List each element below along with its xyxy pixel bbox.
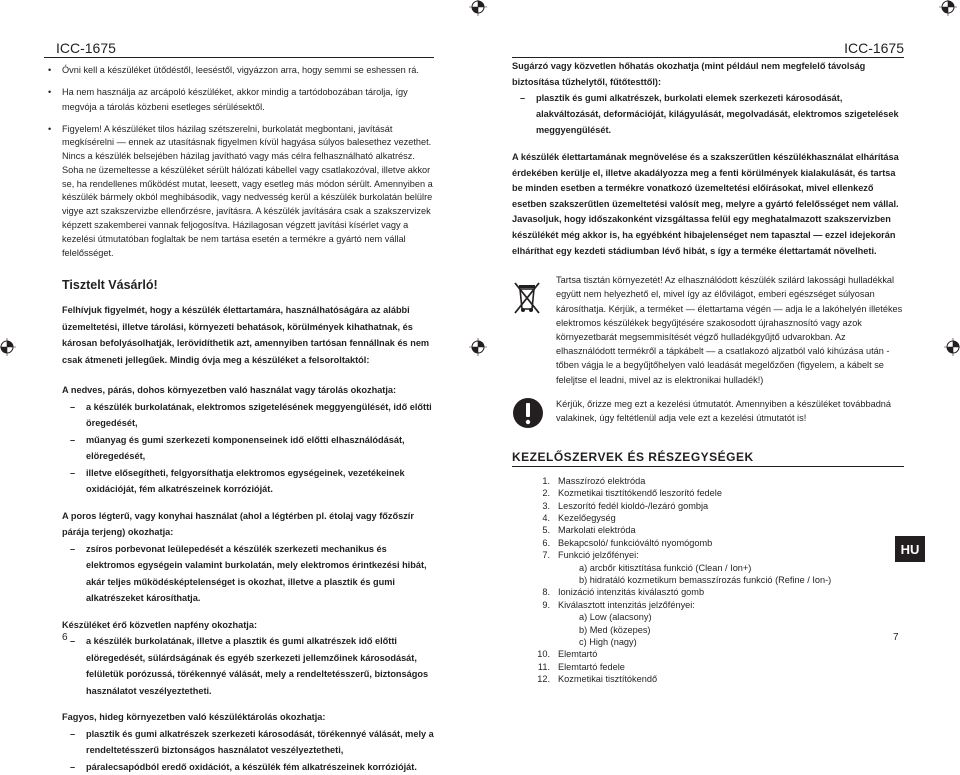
section-item: – páralecsapódból eredő oxidációt, a készülék fém alkatrészeinek korrózióját. (62, 759, 434, 775)
parts-list-item (524, 475, 904, 487)
registration-mark-icon (939, 0, 957, 16)
parts-list-item (524, 648, 904, 660)
parts-list-item (524, 562, 904, 574)
parts-item-label: a) Low (alacsony) (579, 612, 652, 623)
parts-item-number: 5. (542, 525, 550, 536)
right-page (512, 40, 904, 686)
parts-list-item (524, 487, 904, 499)
section-item: – illetve elősegítheti, felgyorsíthatja elektromos egységeinek, vezetékeinek oxidációját, fém alkatrészeinek korrózióját. (62, 465, 434, 498)
parts-item-number: 11. (537, 661, 550, 672)
lifetime-paragraph: A készülék élettartamának megnövelése és a szakszerűtlen készülékhasználat elhárítása érdekében kerülje el, illetve akadályozza meg a fenti körülmények kialakulását, és tartsa be minden esetben a termékre vonatkozó üzemeltetési előírásokat, mivel ellenkező esetben szakszerűtlen üzemeltetési valósít meg, melyre a gyártó felelősséget nem vállal. Javasoljuk, hogy időszakonként vizsgáltassa felül egy meghatalmazott szakszervizben készülékét még akkor is, ha egyébként hibajelenséget nem tapasztal — ezzel idejekorán elháríthat egy kezdeti stádiumban lévő hibát, s így a terméke élettartamát növelheti. (512, 152, 899, 256)
section-lead: Fagyos, hideg környezetben való készüléktárolás okozhatja: (62, 712, 326, 723)
section-item: – plasztik és gumi alkatrészek szerkezeti károsodását, törékennyé válását, mely a rendeltetésszerű biztonságos használatot veszélyeztetheti, (62, 726, 434, 759)
registration-mark-icon (469, 0, 487, 16)
parts-item-label: Bekapcsoló/ funkcióváltó nyomógomb (558, 537, 713, 548)
section-item: – a készülék burkolatának, elektromos szigetelésének meggyengülését, idő előtti öregedését, (62, 399, 434, 432)
note-block (512, 397, 904, 434)
heat-section (512, 58, 904, 138)
parts-item-label: Kiválasztott intenzitás jelzőfényei: (558, 599, 695, 610)
parts-item-label: b) Med (közepes) (579, 624, 651, 635)
section-item: – plasztik és gumi alkatrészek, burkolati elemek szerkezeti károsodását, alakváltozását, deformációját, kilágyulását, megolvadását, elektromos szigetelések meggyengülését. (512, 90, 904, 138)
parts-list-item (524, 661, 904, 673)
parts-item-label: Ionizáció intenzitás kiválasztó gomb (558, 587, 705, 598)
parts-item-label: Markolati elektróda (558, 525, 636, 536)
parts-item-label: c) High (nagy) (579, 637, 637, 648)
parts-list (524, 475, 904, 686)
parts-item-label: Elemtartó (558, 649, 598, 660)
intro-paragraph: Felhívjuk figyelmét, hogy a készülék élettartamára, használhatóságára az alábbi üzemeltetési, illetve tárolási, környezeti behatások, körülmények kihathatnak, és károsan befolyásolhatják, lerövidíthetik azt, amennyiben tartósan fennállnak és nem csak átmeneti jellegűek. Mindig óvja meg a készüléket a felsoroltaktól: (62, 305, 430, 365)
parts-list-item (524, 500, 904, 512)
parts-list-item (524, 599, 904, 611)
parts-list-item (524, 624, 904, 636)
model-number: ICC-1675 (844, 40, 904, 56)
parts-heading: KEZELŐSZERVEK ÉS RÉSZEGYSÉGEK (512, 450, 904, 467)
weee-text: Tartsa tisztán környezetét! Az elhasználódott készülék szilárd lakossági hulladékkal együtt nem helyezhető el, mivel így az élővilágot, emberi egészséget súlyosan károsíthatja. Kérjük, a terméket — élettartama végén — adja le a lakóhelyén illetékes elektromos készülékek begyűjtésére szakosodott újrahasznosító vagy azok környezetbarát megsemmisítését végző hulladékgyűjtő udvarokban. Az elhasználódott termékről a tápkábelt — a csatlakozó aljzatból való kihúzása után - tőben vágja le a begyűjtőhelyen való leadását megelőzően (figyelem, a kábelt se feleljtse el leadni, mivel az is elektronikai hulladék!) (556, 275, 903, 385)
safety-bullet: • Óvni kell a készüléket ütődéstől, leeséstől, vigyázzon arra, hogy semmi se eshessen rá. (48, 63, 434, 79)
parts-item-label: Kozmetikai tisztítókendő (558, 674, 658, 685)
parts-item-number: 8. (542, 587, 550, 598)
safety-bullet: • Ha nem használja az arcápoló készüléket, akkor mindig a tartódobozában tárolja, így megvója a tárolás közbeni esetleges sérülésektől. (48, 85, 434, 116)
parts-item-number: 6. (542, 537, 550, 548)
parts-item-number: 2. (542, 488, 550, 499)
parts-item-label: Kezelőegység (558, 513, 616, 523)
parts-list-item (524, 574, 904, 586)
greeting-heading: Tisztelt Vásárló! (62, 278, 158, 293)
parts-item-number: 10. (537, 649, 550, 660)
parts-list-item (524, 549, 904, 561)
parts-item-number: 7. (542, 550, 550, 561)
section-lead: Sugárzó vagy közvetlen hőhatás okozhatja (mint például nem megfelelő távolság biztosítása tűzhelytől, fűtőtesttől): (512, 61, 866, 87)
page-number: 7 (893, 632, 899, 643)
section-item: – a készülék burkolatának, illetve a plasztik és gumi alkatrészek idő előtti elöregedését, sülárdságának és egyéb szerkezeti jellemzőinek károsodását, felületük porózussá, törékennyé válását, mely a rendeltetésszerű, biztonságos használatot veszélyeztetheti. (62, 633, 434, 699)
parts-item-label: Masszírozó elektróda (558, 475, 646, 486)
parts-item-label: a) arcbőr kitisztítása funkció (Clean / Ion+) (579, 562, 752, 573)
parts-list-item (524, 537, 904, 549)
parts-list-item (524, 524, 904, 536)
crossed-bin-icon (512, 273, 556, 387)
parts-item-label: Funkció jelzőfényei: (558, 550, 639, 561)
left-page (44, 40, 434, 775)
registration-mark-icon (944, 338, 960, 356)
exclamation-icon (512, 397, 556, 434)
parts-list-item (524, 512, 904, 524)
left-page-header (44, 40, 434, 58)
parts-item-number: 9. (542, 599, 550, 610)
section-lead: Készüléket érő közvetlen napfény okozhatja: (62, 619, 258, 630)
parts-item-label: Kozmetikai tisztítókendő leszorító fedele (558, 488, 722, 499)
registration-mark-icon (469, 338, 487, 356)
parts-item-label: Elemtartó fedele (558, 661, 625, 672)
parts-item-label: Leszorító fedél kioldó-/lezáró gombja (558, 500, 709, 511)
parts-item-label: b) hidratáló kozmetikum bemasszírozás funkció (Refine / Ion-) (579, 575, 832, 586)
parts-item-number: 12. (537, 674, 550, 685)
weee-block (512, 273, 904, 387)
section-lead: A poros légterű, vagy konyhai használat (ahol a légtérben pl. étolaj vagy főzőszír párája terjeng) okozhatja: (62, 510, 414, 538)
safety-bullet-list (44, 63, 434, 260)
environment-section (62, 382, 434, 775)
right-page-header (512, 40, 904, 58)
parts-list-item (524, 611, 904, 623)
parts-item-number: 4. (542, 513, 550, 523)
language-tab: HU (895, 536, 925, 562)
registration-mark-icon (0, 338, 16, 356)
parts-list-item (524, 586, 904, 598)
parts-list-item (524, 636, 904, 648)
section-item: – műanyag és gumi szerkezeti komponenseinek idő előtti elhasználódását, elöregedését, (62, 432, 434, 465)
note-text: Kérjük, őrizze meg ezt a kezelési útmutatót. Amennyiben a készüléket továbbadná valakinek, úgy feltétlenül adja vele ezt a kezelési útmutatót is! (556, 398, 892, 423)
section-item: – zsíros porbevonat leülepedését a készülék szerkezeti mechanikus és elektromos egységein valamint burkolatán, mely elektromos érintkezési hibát, akár teljes működésképtelenséget is okozhat, illetve a plasztik és gumi alkatrészeket károsíthatja. (62, 541, 434, 607)
section-lead: A nedves, párás, dohos környezetben való használat vagy tárolás okozhatja: (62, 385, 397, 396)
parts-list-item (524, 673, 904, 685)
parts-item-number: 3. (542, 500, 550, 511)
page-number: 6 (62, 632, 68, 643)
safety-bullet: • Figyelem! A készüléket tilos házilag szétszerelni, burkolatát megbontani, javítását megkísérelni — ennek az utasításnak figyelmen kívül hagyása súlyos balesethez vezethet. Nincs a készülék belsejében házilag javítható vagy más célra felhasználható alkatrész. Soha ne üzemeltesse a készüléket sérült hálózati kábellel vagy csatlakozóval, illetve akkor se, ha rendellenes működést mutat, leesett, vagy esetleg más módon sérült. Amennyiben a készülék bármely okból meghibásodik, vagy nedvesség kerül a készülék burkolatán belülre vigye azt szakszervizbe ellenőrzésre, javításra. A készülék javítására csak a szakszervizek képzett szakemberei vannak feljogosítva. Házilagosan végzett javítási kísérlet vagy a kezelési útmutatóban foglaltak be nem tartása esetén a termékre a gyártó nem vállal felelősséget. (48, 123, 434, 261)
parts-item-number: 1. (542, 475, 550, 486)
model-number: ICC-1675 (56, 40, 116, 56)
